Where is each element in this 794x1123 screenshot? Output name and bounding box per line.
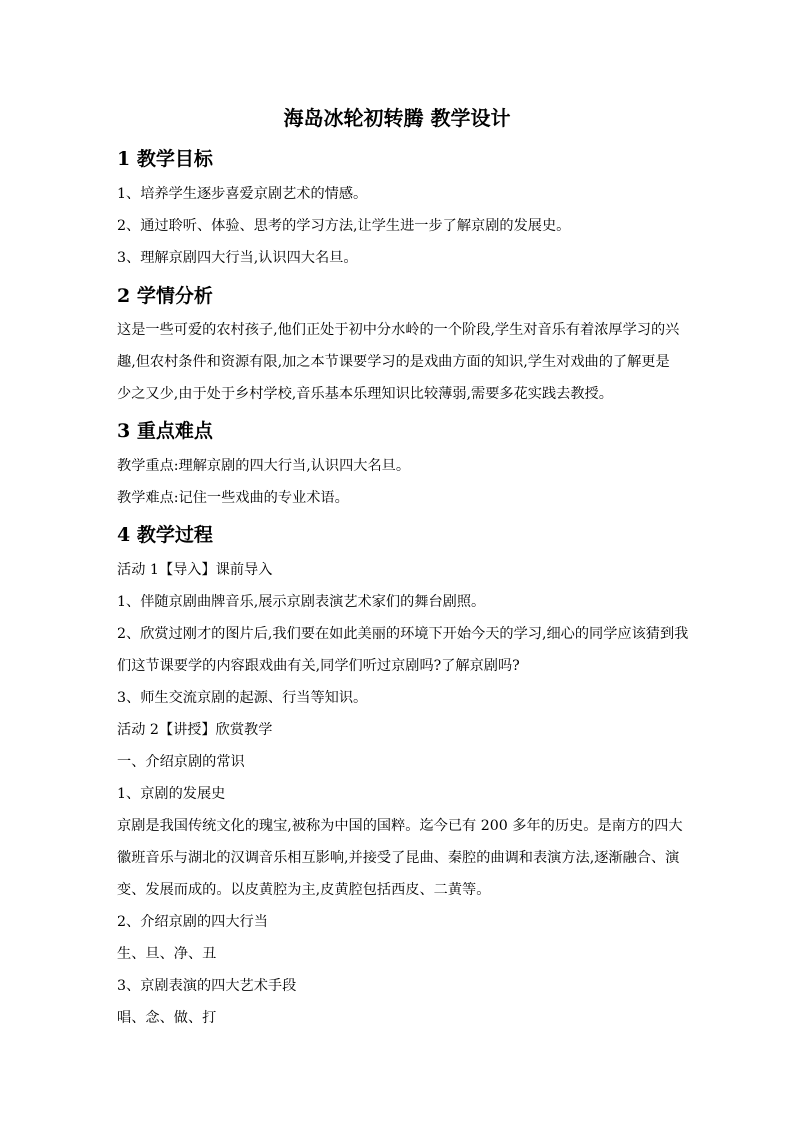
section-heading-key-points: 3 重点难点 bbox=[117, 420, 213, 442]
paragraph-line: 3、师生交流京剧的起源、行当等知识。 bbox=[117, 690, 368, 706]
paragraph-line: 2、通过聆听、体验、思考的学习方法,让学生进一步了解京剧的发展史。 bbox=[117, 218, 571, 234]
document-title: 海岛冰轮初转腾 教学设计 bbox=[283, 106, 511, 130]
paragraph-line: 生、旦、净、丑 bbox=[117, 946, 217, 962]
paragraph-line: 教学重点:理解京剧的四大行当,认识四大名旦。 bbox=[117, 458, 411, 474]
paragraph-line: 3、京剧表演的四大艺术手段 bbox=[117, 978, 297, 994]
paragraph-line: 京剧是我国传统文化的瑰宝,被称为中国的国粹。迄今已有 200 多年的历史。是南方的四大 bbox=[117, 818, 683, 834]
paragraph-line: 变、发展而成的。以皮黄腔为主,皮黄腔包括西皮、二黄等。 bbox=[117, 882, 491, 898]
paragraph-line: 徽班音乐与湖北的汉调音乐相互影响,并接受了昆曲、秦腔的曲调和表演方法,逐渐融合、演 bbox=[117, 850, 680, 866]
section-heading-process: 4 教学过程 bbox=[117, 524, 213, 546]
paragraph-line: 1、京剧的发展史 bbox=[117, 786, 226, 802]
paragraph-line: 少之又少,由于处于乡村学校,音乐基本乐理知识比较薄弱,需要多花实践去教授。 bbox=[117, 386, 613, 402]
paragraph-line: 1、培养学生逐步喜爱京剧艺术的情感。 bbox=[117, 186, 368, 202]
section-heading-analysis: 2 学情分析 bbox=[117, 285, 213, 307]
paragraph-line: 趣,但农村条件和资源有限,加之本节课要学习的是戏曲方面的知识,学生对戏曲的了解更是 bbox=[117, 354, 670, 370]
paragraph-line: 教学难点:记住一些戏曲的专业术语。 bbox=[117, 490, 349, 506]
paragraph-line: 3、理解京剧四大行当,认识四大名旦。 bbox=[117, 250, 358, 266]
paragraph-line: 一、介绍京剧的常识 bbox=[117, 754, 245, 770]
paragraph-line: 2、介绍京剧的四大行当 bbox=[117, 914, 268, 930]
paragraph-line: 2、欣赏过刚才的图片后,我们要在如此美丽的环境下开始今天的学习,细心的同学应该猜到我 bbox=[117, 626, 689, 642]
activity-label: 活动 1【导入】课前导入 bbox=[117, 562, 273, 578]
paragraph-line: 这是一些可爱的农村孩子,他们正处于初中分水岭的一个阶段,学生对音乐有着浓厚学习的兴 bbox=[117, 322, 680, 338]
paragraph-line: 唱、念、做、打 bbox=[117, 1010, 217, 1026]
paragraph-line: 们这节课要学的内容跟戏曲有关,同学们听过京剧吗?了解京剧吗? bbox=[117, 658, 520, 674]
section-heading-objectives: 1 教学目标 bbox=[117, 148, 213, 170]
activity-label: 活动 2【讲授】欣赏教学 bbox=[117, 722, 273, 738]
paragraph-line: 1、伴随京剧曲牌音乐,展示京剧表演艺术家们的舞台剧照。 bbox=[117, 594, 486, 610]
